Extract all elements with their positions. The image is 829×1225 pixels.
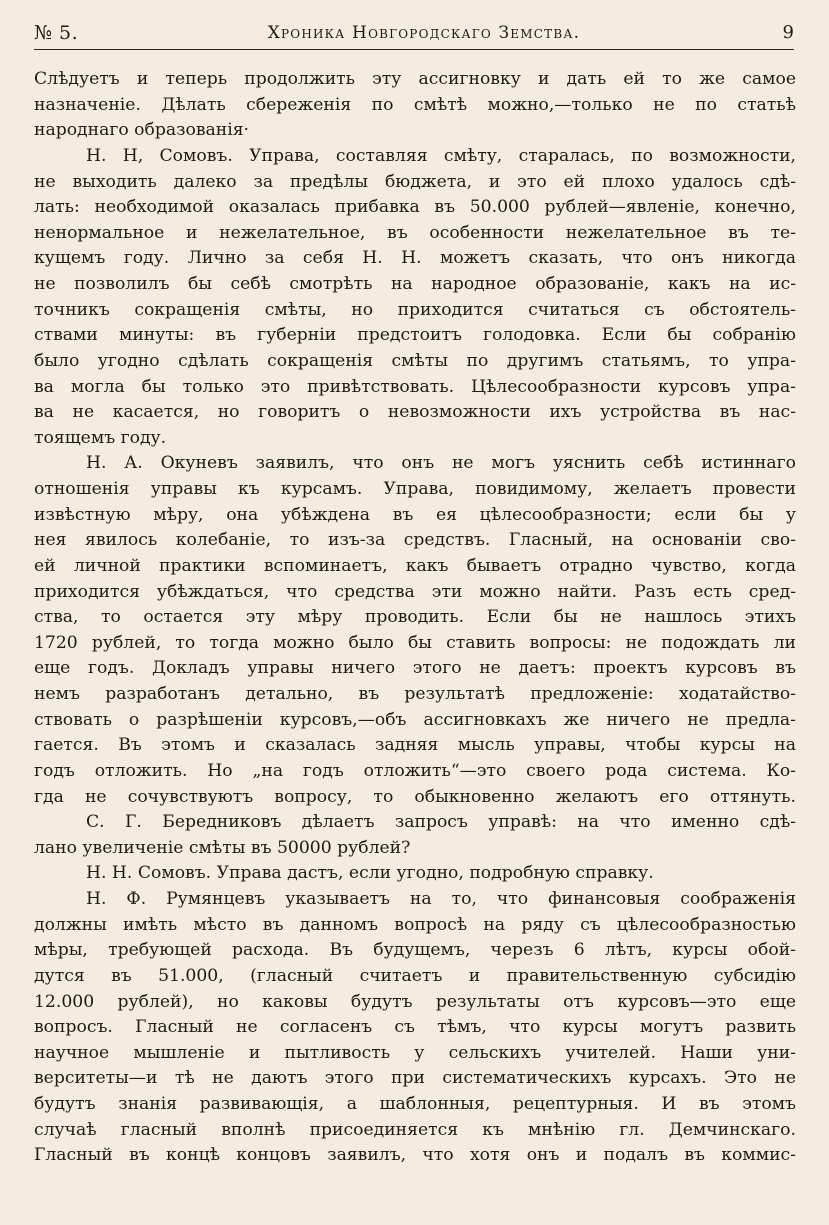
text-line: отношенія управы къ курсамъ. Управа, повидимому, желаетъ провести (34, 479, 796, 499)
text-line: гается. Въ этомъ и сказалась задняя мысль управы, чтобы курсы на (34, 735, 796, 756)
text-line: еще годъ. Докладъ управы ничего этого не даетъ: проектъ курсовъ въ (34, 658, 796, 679)
journal-title: Хроника Новгородскаго Земства. (267, 23, 581, 43)
text-line: гда не сочувствуютъ вопросу, то обыкновенно желаютъ его оттянуть. (34, 786, 796, 807)
text-line: тоящемъ году. (34, 427, 167, 448)
text-line: кущемъ году. Лично за себя Н. Н. можетъ сказать, что онъ никогда (34, 248, 796, 269)
text-line: было угодно сдѣлать сокращенія смѣты по другимъ статьямъ, то упра- (34, 350, 796, 371)
text-line: научное мышленіе и пытливость у сельскихъ учителей. Наши уни- (34, 1042, 796, 1063)
text-line: ненормальное и нежелательное, въ особенности нежелательное въ те- (34, 222, 796, 243)
header-rule (34, 49, 794, 50)
text-line: Слѣдуетъ и теперь продолжить эту ассигновку и дать ей то же самое (34, 69, 796, 89)
page-number: 9 (782, 22, 794, 43)
text-line: нея явилось колебаніе, то изъ-за средствъ. Гласный, на основаніи сво- (34, 530, 796, 551)
text-line: С. Г. Бередниковъ дѣлаетъ запросъ управѣ: на что именно сдѣ- (86, 812, 796, 833)
text-line: приходится убѣждаться, что средства эти можно найти. Разъ есть сред- (34, 581, 796, 602)
text-line: Н. А. Окуневъ заявилъ, что онъ не могъ уяснить себѣ истиннаго (86, 453, 796, 474)
text-line: 1720 рублей, то тогда можно было бы ставить вопросы: не подождать ли (34, 632, 796, 653)
text-line: ей личной практики вспоминаетъ, какъ бываетъ отрадно чувство, когда (34, 555, 796, 576)
text-line: должны имѣть мѣсто въ данномъ вопросѣ на ряду съ цѣлесообразностью (34, 914, 796, 935)
text-line: немъ разработанъ детально, въ результатѣ предложеніе: ходатайство- (34, 684, 796, 704)
text-line: ва не касается, но говоритъ о невозможности ихъ устройства въ нас- (34, 402, 796, 423)
text-line: ствами минуты: въ губерніи предстоитъ голодовка. Если бы собранію (34, 325, 796, 346)
text-line: лать: необходимой оказалась прибавка въ 50.000 рублей—явленіе, конечно, (34, 197, 796, 218)
text-line: Н. Н. Сомовъ. Управа дастъ, если угодно, подробную справку. (86, 863, 654, 884)
text-line: мѣры, требующей расхода. Въ будущемъ, черезъ 6 лѣтъ, курсы обой- (34, 940, 796, 961)
text-line: 12.000 рублей), но каковы будутъ результаты отъ курсовъ—это еще (34, 991, 796, 1012)
text-line: народнаго образованія· (34, 120, 250, 141)
text-line: не позволилъ бы себѣ смотрѣть на народное образованіе, какъ на ис- (34, 274, 796, 294)
issue-number: № 5. (34, 22, 79, 44)
body-text (34, 67, 796, 1169)
text-line: годъ отложить. Но „на годъ отложить“—это своего рода система. Ко- (34, 760, 796, 781)
text-line: не выходить далеко за предѣлы бюджета, и это ей плохо удалось сдѣ- (34, 171, 796, 192)
text-line: Н. Н, Сомовъ. Управа, составляя смѣту, старалась, по возможности, (86, 145, 796, 166)
text-line: случаѣ гласный вполнѣ присоединяется къ мнѣнію гл. Демчинскаго. (34, 1119, 796, 1140)
text-line: извѣстную мѣру, она убѣждена въ ея цѣлесообразности; если бы у (34, 504, 796, 525)
text-line: лано увеличеніе смѣты въ 50000 рублей? (34, 837, 411, 858)
text-line: Гласный въ концѣ концовъ заявилъ, что хотя онъ и подалъ въ коммис- (34, 1145, 796, 1166)
text-line: точникъ сокращенія смѣты, но приходится считаться съ обстоятель- (34, 299, 796, 320)
text-line: Н. Ф. Румянцевъ указываетъ на то, что финансовыя соображенія (86, 889, 796, 909)
running-header (34, 18, 794, 48)
text-line: ствовать о разрѣшеніи курсовъ,—объ ассигновкахъ же ничего не предла- (34, 709, 796, 730)
text-line: назначеніе. Дѣлать сбереженія по смѣтѣ можно,—только не по статьѣ (34, 94, 796, 115)
text-line: ства, то остается эту мѣру проводить. Если бы не нашлось этихъ (34, 607, 796, 628)
text-line: вопросъ. Гласный не согласенъ съ тѣмъ, что курсы могутъ развить (34, 1017, 796, 1038)
text-line: будутъ знанія развивающія, а шаблонныя, рецептурныя. И въ этомъ (34, 1094, 796, 1114)
text-line: дутся въ 51.000, (гласный считаетъ и правительственную субсидію (34, 965, 796, 986)
text-line: ва могла бы только это привѣтствовать. Цѣлесообразности курсовъ упра- (34, 376, 796, 397)
text-line: верситеты—и тѣ не даютъ этого при систематическихъ курсахъ. Это не (34, 1068, 796, 1089)
